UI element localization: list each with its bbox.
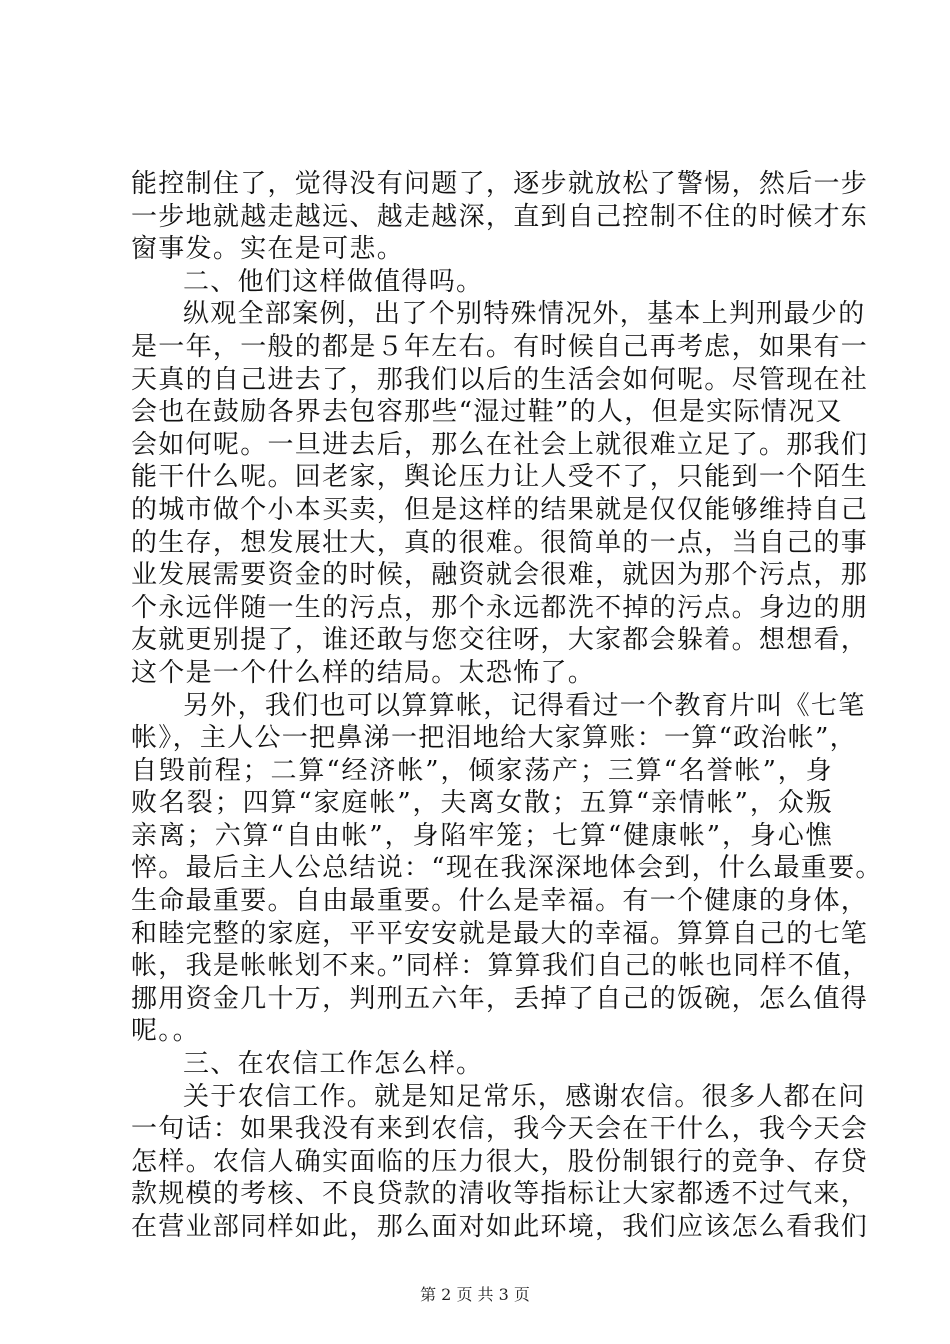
- text-line: 纵观全部案例，出了个别特殊情况外，基本上判刑最少的: [183, 299, 866, 330]
- text-line: 天真的自己进去了，那我们以后的生活会如何呢。尽管现在社: [131, 364, 869, 395]
- text-line: 能控制住了，觉得没有问题了，逐步就放松了警惕，然后一步: [131, 169, 869, 199]
- text-line: 的城市做个小本买卖，但是这样的结果就是仅仅能够维持自己: [131, 494, 869, 525]
- text-line: 三、在农信工作怎么样。: [183, 1049, 484, 1080]
- text-line: 的生存，想发展壮大，真的很难。很简单的一点，当自己的事: [131, 527, 869, 558]
- text-line: 会也在鼓励各界去包容那些“湿过鞋”的人，但是实际情况又: [131, 397, 843, 428]
- text-line: 一步地就越走越远、越走越深，直到自己控制不住的时候才东: [131, 201, 869, 232]
- text-line: 个永远伴随一生的污点，那个永远都洗不掉的污点。身边的朋: [131, 592, 869, 623]
- text-line: 友就更别提了，谁还敢与您交往呀，大家都会躲着。想想看，: [131, 625, 869, 656]
- text-line: 是一年，一般的都是５年左右。有时候自己再考虑，如果有一: [131, 331, 869, 362]
- text-line: 这个是一个什么样的结局。太恐怖了。: [131, 657, 596, 688]
- text-line: 怎样。农信人确实面临的压力很大，股份制银行的竞争、存贷: [131, 1146, 869, 1177]
- text-line: 业发展需要资金的时候，融资就会很难，就因为那个污点，那: [131, 560, 869, 591]
- text-line: 关于农信工作。就是知足常乐，感谢农信。很多人都在问: [183, 1081, 866, 1112]
- text-line: 呢。。: [131, 1016, 200, 1047]
- text-line: 帐，我是帐帐划不来。”同样：算算我们自己的帐也同样不值，: [131, 951, 870, 982]
- text-line: 悴。最后主人公总结说：“现在我深深地体会到，什么最重要。: [131, 853, 883, 884]
- page-footer: 第 2 页 共 3 页: [420, 1285, 530, 1304]
- text-line: 败名裂；四算“家庭帐”，夫离女散；五算“亲情帐”，众叛: [131, 788, 833, 819]
- document-body: [131, 168, 883, 1244]
- text-line: 在营业部同样如此，那么面对如此环境，我们应该怎么看我们: [131, 1212, 869, 1242]
- text-line: 一句话：如果我没有来到农信，我今天会在干什么，我今天会: [131, 1114, 869, 1145]
- text-line: 和睦完整的家庭，平平安安就是最大的幸福。算算自己的七笔: [131, 918, 869, 949]
- text-line: 亲离；六算“自由帐”，身陷牢笼；七算“健康帐”，身心憔: [131, 820, 833, 851]
- text-line: 自毁前程；二算“经济帐”，倾家荡产；三算“名誉帐”，身: [131, 755, 833, 786]
- text-line: 挪用资金几十万，判刑五六年，丢掉了自己的饭碗，怎么值得: [131, 983, 869, 1014]
- text-line: 二、他们这样做值得吗。: [183, 266, 484, 297]
- text-line: 生命最重要。自由最重要。什么是幸福。有一个健康的身体，: [131, 886, 869, 917]
- text-line: 帐》，主人公一把鼻涕一把泪地给大家算账：一算“政治帐”，: [131, 723, 857, 754]
- text-line: 窗事发。实在是可悲。: [131, 234, 405, 265]
- text-line: 款规模的考核、不良贷款的清收等指标让大家都透不过气来，: [131, 1179, 869, 1210]
- text-line: 会如何呢。一旦进去后，那么在社会上就很难立足了。那我们: [131, 429, 869, 460]
- text-line: 能干什么呢。回老家，舆论压力让人受不了，只能到一个陌生: [131, 462, 869, 493]
- text-line: 另外，我们也可以算算帐，记得看过一个教育片叫《七笔: [183, 690, 866, 721]
